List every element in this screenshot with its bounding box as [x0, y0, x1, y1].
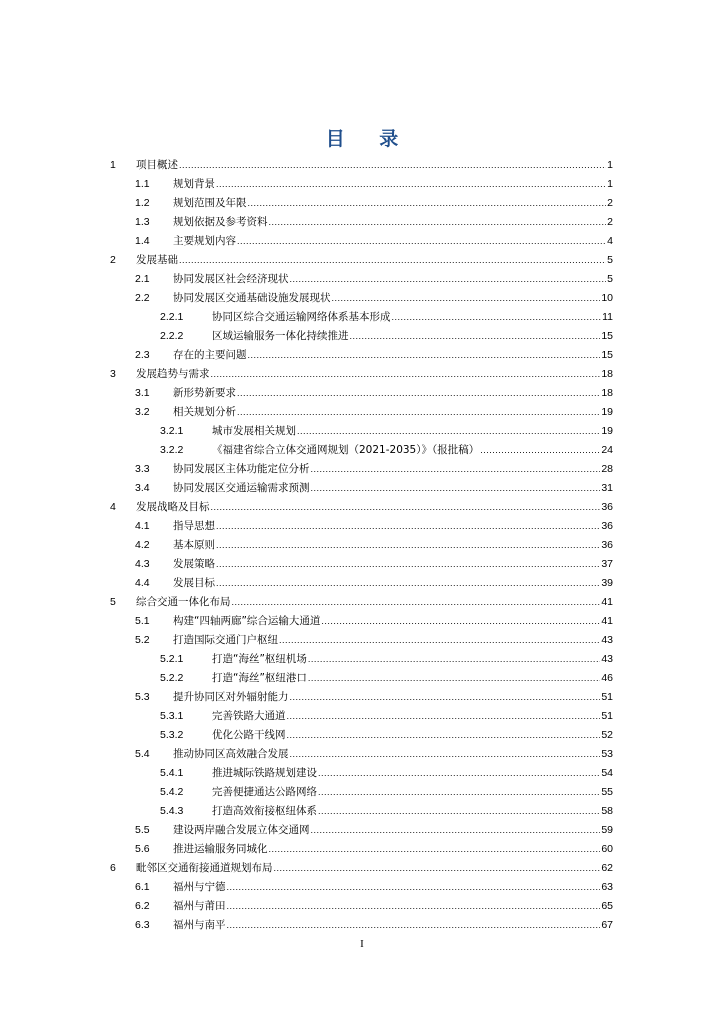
toc-entry-title: 推进运输服务同城化: [173, 843, 268, 855]
toc-entry-page: 5: [607, 273, 613, 285]
toc-entry-number: 5.1: [135, 615, 150, 627]
toc-dot-leader: [311, 821, 601, 840]
toc-entry-page: 55: [601, 786, 613, 798]
toc-entry-page: 36: [601, 520, 613, 532]
toc-entry[interactable]: [110, 802, 613, 821]
toc-dot-leader: [179, 251, 606, 270]
toc-entry[interactable]: [110, 327, 613, 346]
toc-entry[interactable]: [110, 479, 613, 498]
toc-entry-number: 5.4.3: [160, 805, 184, 817]
toc-entry-page: 62: [601, 862, 613, 874]
toc-entry-number: 1: [110, 159, 116, 171]
toc-dot-leader: [227, 916, 601, 935]
toc-dot-leader: [211, 498, 601, 517]
toc-entry-number: 2.2: [135, 292, 150, 304]
toc-dot-leader: [279, 631, 600, 650]
toc-entry-number: 5.5: [135, 824, 150, 836]
toc-entry-number: 5.2.1: [160, 653, 184, 665]
toc-entry-page: 11: [602, 311, 613, 323]
toc-entry[interactable]: [110, 574, 613, 593]
toc-entry[interactable]: [110, 498, 613, 517]
toc-entry-title: 推动协同区高效融合发展: [173, 748, 289, 760]
toc-entry-title: 福州与莆田: [173, 900, 226, 912]
toc-entry-title: 建设两岸融合发展立体交通网: [173, 824, 310, 836]
toc-entry-page: 54: [601, 767, 613, 779]
toc-entry-number: 5.2: [135, 634, 150, 646]
toc-entry[interactable]: [110, 270, 613, 289]
toc-entry-page: 36: [601, 501, 613, 513]
toc-entry-title: 发展基础: [136, 254, 178, 266]
toc-entry-page: 1: [607, 159, 613, 171]
toc-entry-number: 5.3.1: [160, 710, 184, 722]
toc-entry-title: 协同发展区主体功能定位分析: [173, 463, 310, 475]
toc-entry-number: 3: [110, 368, 116, 380]
toc-entry-page: 15: [601, 349, 613, 361]
toc-entry-page: 52: [601, 729, 613, 741]
toc-entry-number: 3.2.2: [160, 444, 184, 456]
toc-entry-title: 综合交通一体化布局: [136, 596, 231, 608]
toc-entry[interactable]: [110, 441, 613, 460]
toc-entry-number: 5.3: [135, 691, 150, 703]
toc-entry-number: 6.2: [135, 900, 150, 912]
toc-dot-leader: [311, 460, 601, 479]
toc-entry-page: 58: [601, 805, 613, 817]
toc-entry-page: 31: [601, 482, 613, 494]
toc-entry-number: 5: [110, 596, 116, 608]
toc-entry-title: 福州与宁德: [173, 881, 226, 893]
toc-dot-leader: [237, 232, 606, 251]
toc-entry[interactable]: [110, 916, 613, 935]
toc-entry[interactable]: [110, 669, 613, 688]
toc-dot-leader: [237, 384, 600, 403]
toc-dot-leader: [321, 612, 600, 631]
toc-entry-page: 51: [601, 691, 613, 703]
toc-entry-number: 1.4: [135, 235, 150, 247]
toc-entry-page: 41: [601, 615, 613, 627]
toc-entry[interactable]: [110, 384, 613, 403]
toc-entry-title: 毗邻区交通衔接通道规划布局: [136, 862, 273, 874]
toc-entry-title: 规划背景: [173, 178, 215, 190]
toc-entry[interactable]: [110, 726, 613, 745]
toc-entry-title: 推进城际铁路规划建设: [212, 767, 317, 779]
toc-entry[interactable]: [110, 232, 613, 251]
toc-entry-number: 6.1: [135, 881, 150, 893]
toc-dot-leader: [237, 403, 600, 422]
toc-entry-page: 51: [601, 710, 613, 722]
toc-dot-leader: [269, 840, 601, 859]
toc-entry-title: 规划范围及年限: [173, 197, 247, 209]
toc-entry-title: 相关规划分析: [173, 406, 236, 418]
toc-entry[interactable]: [110, 365, 613, 384]
toc-entry-page: 24: [601, 444, 613, 456]
toc-entry-page: 4: [607, 235, 613, 247]
toc-entry-page: 63: [601, 881, 613, 893]
toc-entry-number: 4.1: [135, 520, 150, 532]
toc-entry-number: 3.2.1: [160, 425, 184, 437]
toc-entry[interactable]: [110, 878, 613, 897]
toc-dot-leader: [248, 346, 601, 365]
toc-dot-leader: [216, 536, 600, 555]
toc-entry[interactable]: [110, 175, 613, 194]
toc-dot-leader: [274, 859, 601, 878]
toc-entry-number: 3.3: [135, 463, 150, 475]
toc-entry-page: 41: [601, 596, 613, 608]
toc-entry[interactable]: [110, 707, 613, 726]
toc-dot-leader: [248, 194, 607, 213]
toc-entry-title: 协同发展区交通运输需求预测: [173, 482, 310, 494]
toc-entry-title: 指导思想: [173, 520, 215, 532]
toc-entry-number: 3.2: [135, 406, 150, 418]
toc-entry-title: 完善便捷通达公路网络: [212, 786, 317, 798]
toc-entry-number: 1.3: [135, 216, 150, 228]
toc-entry-number: 1.1: [135, 178, 150, 190]
toc-entry-page: 19: [601, 406, 613, 418]
toc-entry-title: 区域运输服务一体化持续推进: [212, 330, 349, 342]
toc-entry-title: 《福建省综合立体交通网规划（2021-2035）》（报批稿）: [212, 444, 480, 456]
toc-dot-leader: [216, 574, 600, 593]
toc-entry-page: 43: [601, 634, 613, 646]
toc-dot-leader: [216, 175, 606, 194]
toc-dot-leader: [318, 783, 600, 802]
toc-entry[interactable]: [110, 650, 613, 669]
toc-entry[interactable]: [110, 783, 613, 802]
toc-entry[interactable]: [110, 422, 613, 441]
toc-entry[interactable]: [110, 194, 613, 213]
toc-dot-leader: [290, 688, 601, 707]
toc-entry-title: 协同发展区社会经济现状: [173, 273, 289, 285]
toc-entry-title: 打造“海丝”枢纽机场: [212, 653, 307, 665]
toc-dot-leader: [216, 555, 600, 574]
toc-entry-number: 5.4.2: [160, 786, 184, 798]
toc-entry-number: 5.2.2: [160, 672, 184, 684]
toc-entry-number: 4.3: [135, 558, 150, 570]
toc-entry[interactable]: [110, 897, 613, 916]
toc-dot-leader: [227, 897, 601, 916]
toc-entry-page: 65: [601, 900, 613, 912]
toc-dot-leader: [480, 441, 600, 460]
toc-entry-page: 15: [601, 330, 613, 342]
toc-dot-leader: [287, 726, 601, 745]
toc-entry[interactable]: [110, 213, 613, 232]
toc-entry-title: 打造国际交通门户枢纽: [173, 634, 278, 646]
toc-entry-page: 19: [601, 425, 613, 437]
toc-entry-number: 6: [110, 862, 116, 874]
toc-entry-page: 60: [601, 843, 613, 855]
toc-entry-title: 新形势新要求: [173, 387, 236, 399]
toc-entry-number: 5.4: [135, 748, 150, 760]
toc-entry-title: 项目概述: [136, 159, 178, 171]
toc-entry[interactable]: [110, 308, 613, 327]
toc-entry-number: 5.6: [135, 843, 150, 855]
toc-entry[interactable]: [110, 517, 613, 536]
toc-entry-page: 2: [607, 197, 613, 209]
toc-dot-leader: [216, 517, 600, 536]
toc-entry-page: 18: [601, 387, 613, 399]
toc-dot-leader: [308, 650, 600, 669]
toc-dot-leader: [308, 669, 600, 688]
toc-entry-title: 城市发展相关规划: [212, 425, 296, 437]
toc-entry-title: 存在的主要问题: [173, 349, 247, 361]
toc-entry-page: 67: [601, 919, 613, 931]
toc-entry-title: 发展策略: [173, 558, 215, 570]
toc-entry[interactable]: [110, 764, 613, 783]
toc-entry-title: 规划依据及参考资料: [173, 216, 268, 228]
toc-entry-number: 2.3: [135, 349, 150, 361]
toc-entry-page: 36: [601, 539, 613, 551]
toc-entry-page: 39: [601, 577, 613, 589]
toc-entry[interactable]: [110, 593, 613, 612]
toc-entry-title: 基本原则: [173, 539, 215, 551]
toc-entry-page: 5: [607, 254, 613, 266]
toc-entry[interactable]: [110, 688, 613, 707]
toc-dot-leader: [269, 213, 607, 232]
toc-entry-page: 10: [601, 292, 613, 304]
toc-entry-title: 打造“海丝”枢纽港口: [212, 672, 307, 684]
toc-entry-number: 2.1: [135, 273, 150, 285]
toc-dot-leader: [179, 156, 606, 175]
toc-dot-leader: [318, 802, 600, 821]
toc-entry-title: 完善铁路大通道: [212, 710, 286, 722]
toc-entry[interactable]: [110, 555, 613, 574]
toc-entry-number: 1.2: [135, 197, 150, 209]
toc-entry-page: 46: [601, 672, 613, 684]
page-title: 目 录: [325, 128, 413, 150]
toc-entry-number: 6.3: [135, 919, 150, 931]
toc-entry-number: 3.4: [135, 482, 150, 494]
toc-entry-page: 53: [601, 748, 613, 760]
toc-entry-page: 37: [601, 558, 613, 570]
toc-entry-title: 发展趋势与需求: [136, 368, 210, 380]
toc-dot-leader: [227, 878, 601, 897]
toc-entry-title: 协同区综合交通运输网络体系基本形成: [212, 311, 391, 323]
toc-entry[interactable]: [110, 403, 613, 422]
toc-entry-number: 4: [110, 501, 116, 513]
toc-entry[interactable]: [110, 745, 613, 764]
toc-entry-page: 43: [601, 653, 613, 665]
toc-entry-title: 发展目标: [173, 577, 215, 589]
toc-dot-leader: [350, 327, 601, 346]
toc-entry-title: 构建“四轴两廊”综合运输大通道: [173, 615, 321, 627]
toc-dot-leader: [290, 745, 601, 764]
toc-entry-number: 4.4: [135, 577, 150, 589]
toc-dot-leader: [297, 422, 600, 441]
toc-entry-title: 福州与南平: [173, 919, 226, 931]
toc-entry-number: 5.3.2: [160, 729, 184, 741]
toc-entry[interactable]: [110, 346, 613, 365]
toc-dot-leader: [211, 365, 601, 384]
toc-entry-page: 59: [601, 824, 613, 836]
toc-entry-title: 打造高效衔接枢纽体系: [212, 805, 317, 817]
toc-entry-title: 主要规划内容: [173, 235, 236, 247]
toc-entry-number: 2.2.1: [160, 311, 184, 323]
toc-entry[interactable]: [110, 251, 613, 270]
toc-entry-title: 协同发展区交通基础设施发展现状: [173, 292, 331, 304]
toc-entry[interactable]: [110, 612, 613, 631]
toc-dot-leader: [318, 764, 600, 783]
toc-dot-leader: [290, 270, 607, 289]
toc-entry[interactable]: [110, 156, 613, 175]
toc-entry-title: 提升协同区对外辐射能力: [173, 691, 289, 703]
toc-entry[interactable]: [110, 289, 613, 308]
toc-entry[interactable]: [110, 859, 613, 878]
toc-entry-number: 4.2: [135, 539, 150, 551]
toc-entry[interactable]: [110, 536, 613, 555]
toc-entry-page: 2: [607, 216, 613, 228]
toc-entry[interactable]: [110, 631, 613, 650]
toc-entry-page: 28: [601, 463, 613, 475]
page-number: I: [360, 938, 364, 950]
table-of-contents: [110, 156, 613, 935]
toc-entry-page: 18: [601, 368, 613, 380]
toc-entry-number: 5.4.1: [160, 767, 184, 779]
toc-dot-leader: [232, 593, 601, 612]
toc-entry-number: 3.1: [135, 387, 150, 399]
toc-entry-title: 优化公路干线网: [212, 729, 286, 741]
toc-entry-number: 2: [110, 254, 116, 266]
toc-entry[interactable]: [110, 821, 613, 840]
toc-entry[interactable]: [110, 460, 613, 479]
toc-entry-number: 2.2.2: [160, 330, 184, 342]
toc-entry-title: 发展战略及目标: [136, 501, 210, 513]
toc-dot-leader: [311, 479, 601, 498]
toc-dot-leader: [287, 707, 601, 726]
toc-entry[interactable]: [110, 840, 613, 859]
toc-dot-leader: [332, 289, 601, 308]
toc-entry-page: 1: [607, 178, 613, 190]
toc-dot-leader: [392, 308, 602, 327]
